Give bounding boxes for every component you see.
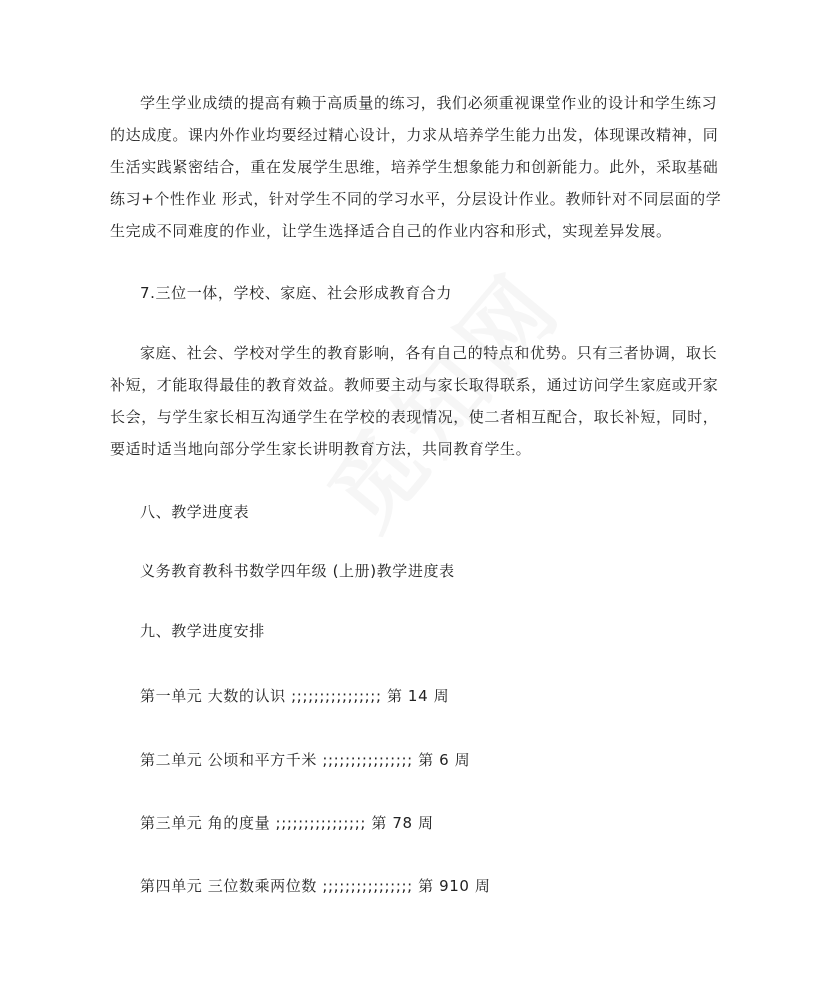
section-heading-9: 九、教学进度安排 bbox=[140, 622, 265, 640]
text-line: 要适时适当地向部分学生家长讲明教育方法，共同教育学生。 bbox=[110, 440, 532, 458]
unit-item: 第一单元 大数的认识 ;;;;;;;;;;;;;;;; 第 14 周 bbox=[140, 687, 450, 705]
text-line: 学生学业成绩的提高有赖于高质量的练习，我们必须重视课堂作业的设计和学生练习 bbox=[140, 94, 718, 112]
unit-item: 第三单元 角的度量 ;;;;;;;;;;;;;;;; 第 78 周 bbox=[140, 814, 434, 832]
text-line: 练习+个性作业 形式，针对学生不同的学习水平，分层设计作业。教师针对不同层面的学 bbox=[110, 190, 722, 208]
unit-item: 第四单元 三位数乘两位数 ;;;;;;;;;;;;;;;; 第 910 周 bbox=[140, 877, 491, 895]
text-line: 生活实践紧密结合，重在发展学生思维，培养学生想象能力和创新能力。此外，采取基础 bbox=[110, 158, 719, 176]
text-line: 生完成不同难度的作业，让学生选择适合自己的作业内容和形式，实现差异发展。 bbox=[110, 222, 672, 240]
schedule-table-title: 义务教育教科书数学四年级 (上册)教学进度表 bbox=[140, 562, 455, 580]
unit-item: 第二单元 公顷和平方千米 ;;;;;;;;;;;;;;;; 第 6 周 bbox=[140, 751, 471, 769]
section-heading-8: 八、教学进度表 bbox=[140, 503, 250, 521]
text-line: 长会，与学生家长相互沟通学生在学校的表现情况，使二者相互配合，取长补短，同时， bbox=[110, 408, 719, 426]
text-line: 的达成度。课内外作业均要经过精心设计，力求从培养学生能力出发，体现课改精神，同 bbox=[110, 126, 719, 144]
text-line: 补短，才能取得最佳的教育效益。教师要主动与家长取得联系，通过访问学生家庭或开家 bbox=[110, 376, 719, 394]
text-line: 家庭、社会、学校对学生的教育影响，各有自己的特点和优势。只有三者协调，取长 bbox=[140, 344, 718, 362]
section-heading-7: 7.三位一体，学校、家庭、社会形成教育合力 bbox=[140, 284, 452, 302]
